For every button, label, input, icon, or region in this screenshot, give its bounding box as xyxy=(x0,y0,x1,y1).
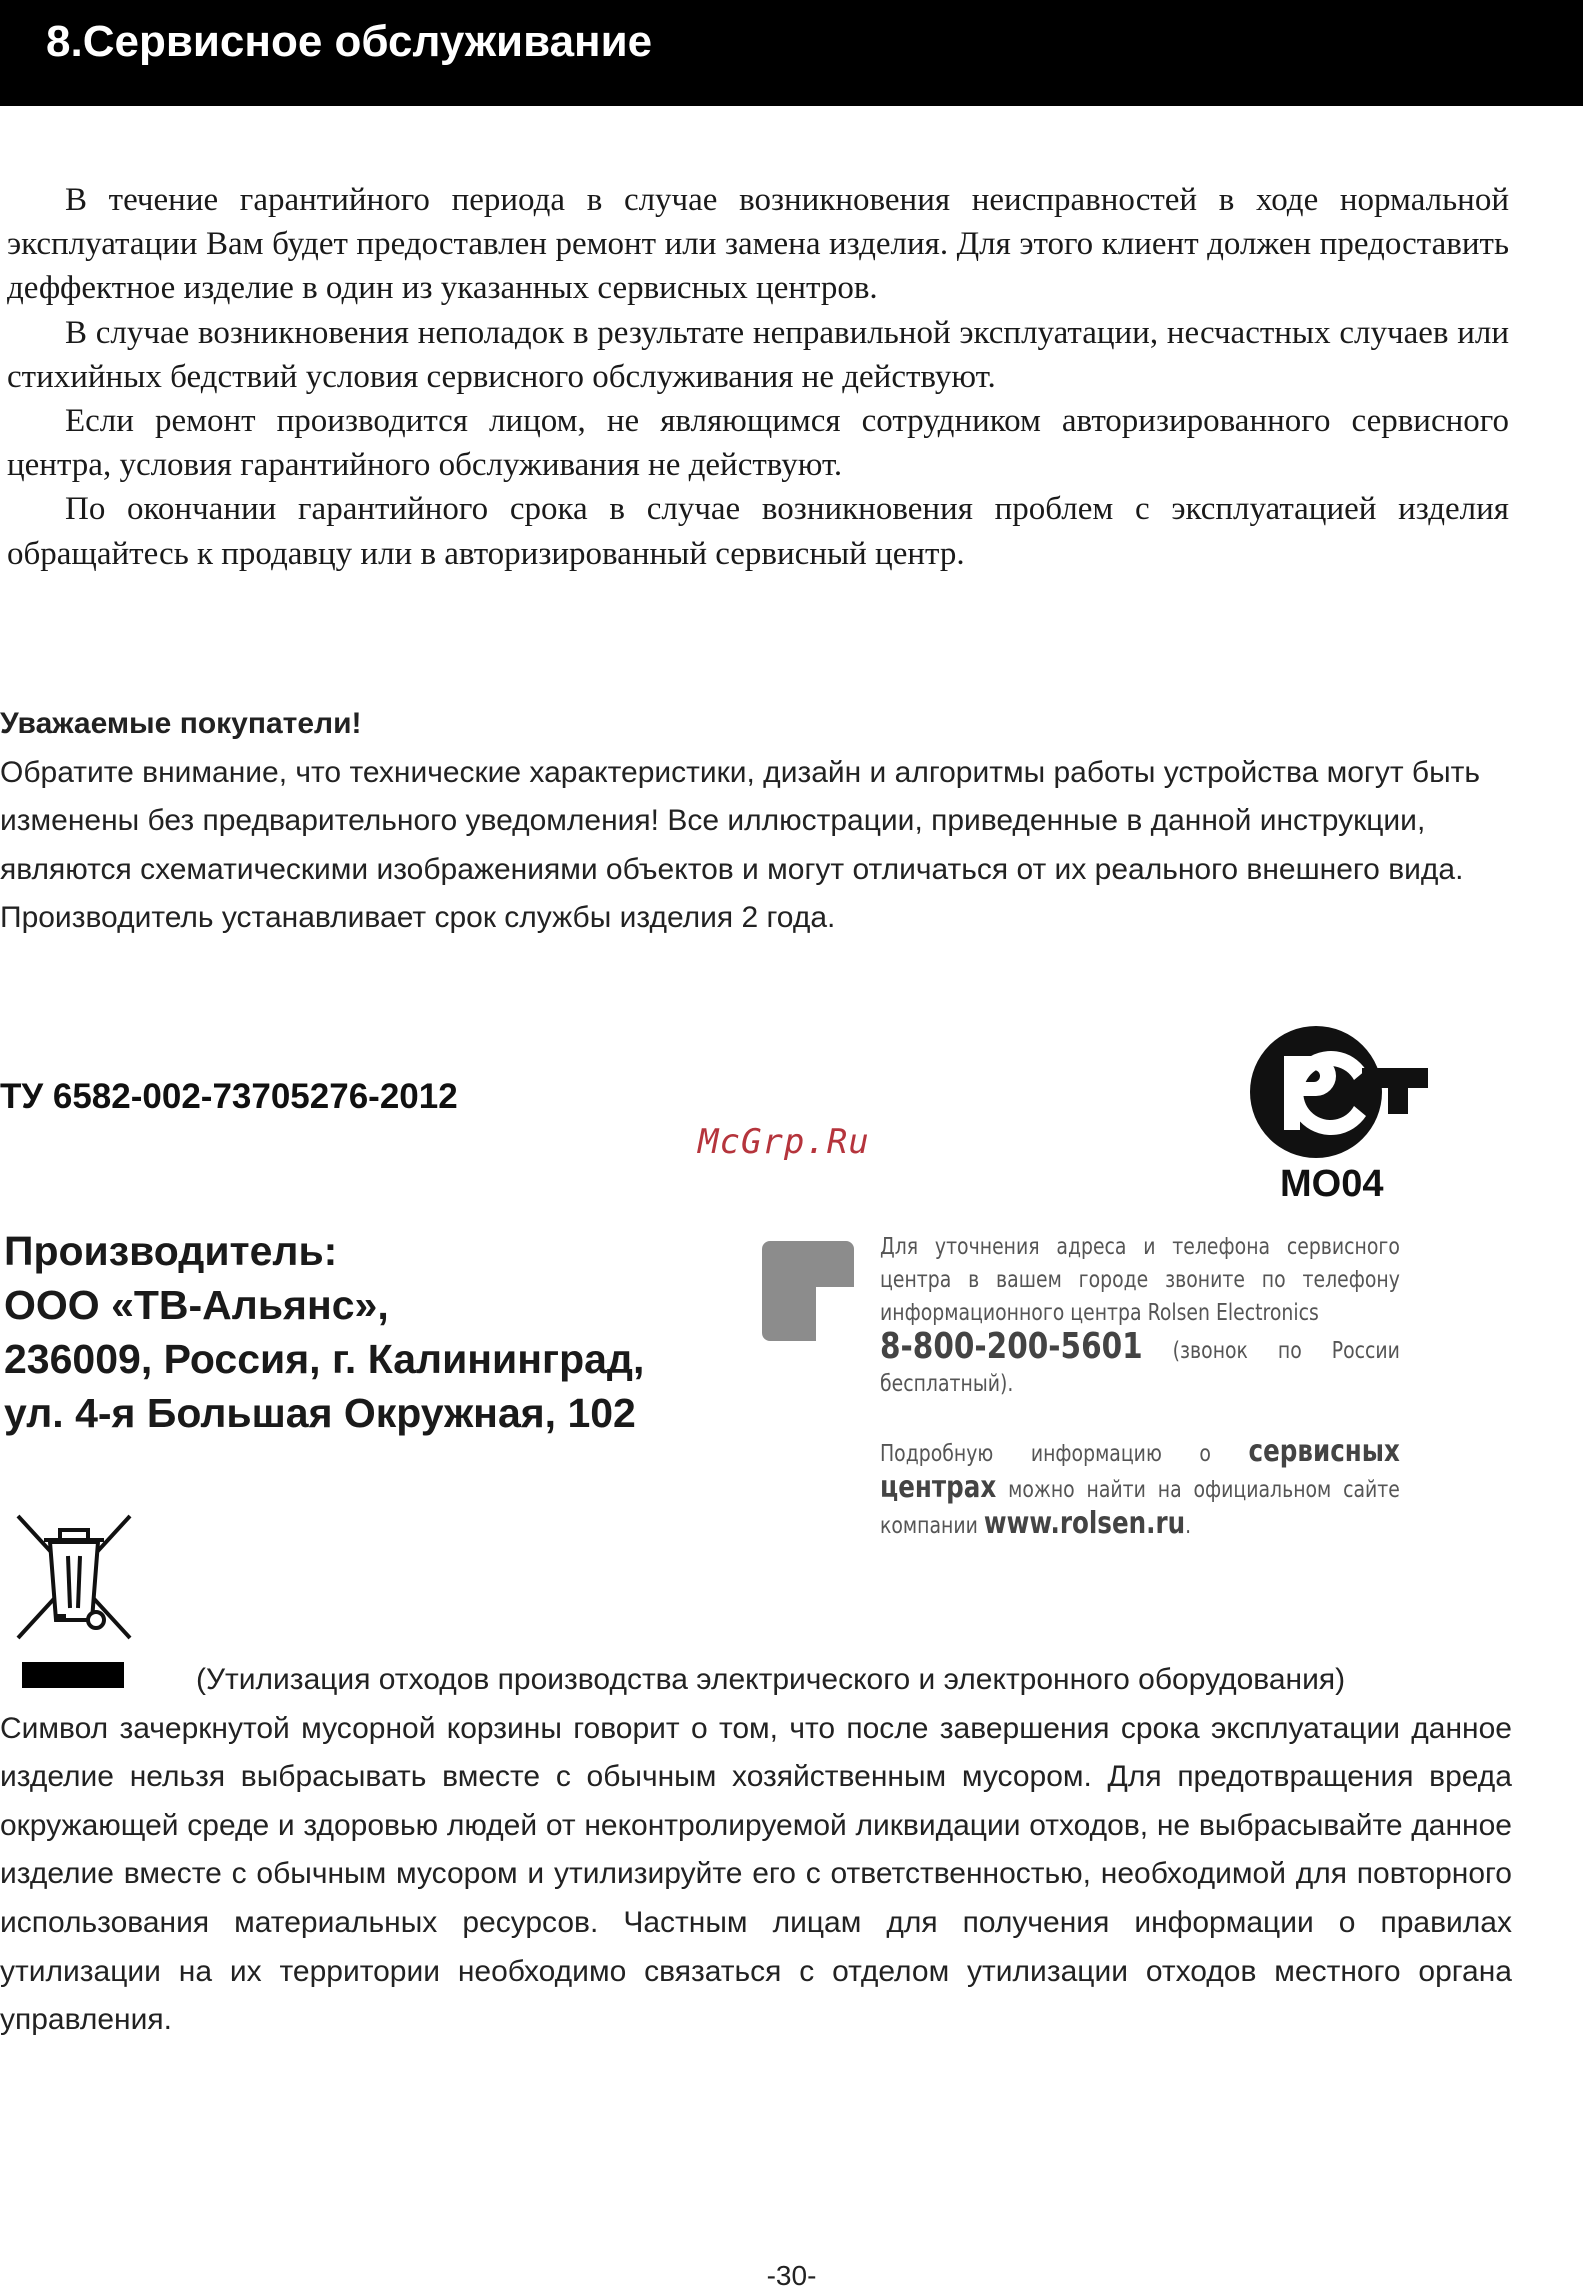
manufacturer-label: Производитель: xyxy=(4,1228,338,1274)
crossed-out-bin-icon xyxy=(12,1512,136,1642)
service-centers-link: сервисных центрах xyxy=(880,1434,1400,1505)
warranty-text xyxy=(7,178,1509,576)
manufacturer-block xyxy=(4,1224,644,1440)
rst-certification-icon xyxy=(1250,1022,1430,1162)
warranty-paragraph: В течение гарантийного периода в случае возникновения неисправностей в ходе нормальной эксплуатации Вам будет предоставлен ремонт или замена изделия. Для этого клиент должен предоставить деффектное изделие в один из указанных сервисных центров. xyxy=(7,182,1509,307)
website-link[interactable]: www.rolsen.ru xyxy=(983,1506,1186,1541)
manufacturer-street: ул. 4-я Большая Окружная, 102 xyxy=(4,1390,636,1436)
service-intro: Для уточнения адреса и телефона сервисного центра в вашем городе звоните по телефону информационного центра Rolsen Electronics xyxy=(880,1234,1400,1326)
warranty-paragraph: По окончании гарантийного срока в случае возникновения проблем с эксплуатацией изделия обращайтесь к продавцу или в авторизированный сервисный центр. xyxy=(7,491,1509,572)
utilization-body: Символ зачеркнутой мусорной корзины говорит о том, что после завершения срока эксплуатации данное изделие нельзя выбрасывать вместе с обычным хозяйственным мусором. Для предотвращения вреда окружающей среде и здоровью людей от неконтролируемой ликвидации отходов, не выбрасывайте данное изделие вместе с обычным мусором и утилизируйте его с ответственностью, необходимой для повторного использования материальных ресурсов. Частным лицам для получения информации о правилах утилизации на их территории необходимо связаться с отделом утилизации отходов местного органа управления. xyxy=(0,1711,1512,2037)
manufacturer-city: 236009, Россия, г. Калининград, xyxy=(4,1336,645,1382)
more-info-prefix: Подробную информацию о xyxy=(880,1441,1211,1467)
notice-text: Обратите внимание, что технические характеристики, дизайн и алгоритмы работы устройства могут быть изменены без предварительного уведомления! Все иллюстрации, приведенные в данной инструкции, являются схематическими изображениями объектов и могут отличаться от их реального внешнего вида. xyxy=(0,755,1481,886)
watermark: McGrp.Ru xyxy=(698,1122,870,1162)
lifetime-text: Производитель устанавливает срок службы изделия 2 года. xyxy=(0,901,836,935)
warranty-paragraph: В случае возникновения неполадок в результате неправильной эксплуатации, несчастных случаев или стихийных бедствий условия сервисного обслуживания не действуют. xyxy=(7,314,1509,395)
customer-notice xyxy=(0,700,1520,943)
service-info xyxy=(880,1231,1400,1543)
phone-note: (звонок по России бесплатный). xyxy=(880,1338,1400,1397)
section-header-bar xyxy=(0,0,1583,106)
page-number: -30- xyxy=(766,2260,817,2291)
utilization-title: (Утилизация отходов производства электрического и электронного оборудования) xyxy=(196,1663,1346,1696)
website-suffix: . xyxy=(1185,1513,1192,1539)
certification-code: МО04 xyxy=(1280,1163,1384,1205)
service-center-icon xyxy=(762,1241,854,1341)
utilization-text xyxy=(0,1656,1512,2045)
hotline-phone: 8-800-200-5601 xyxy=(880,1326,1143,1367)
more-info-middle: можно найти на официальном сайте компании xyxy=(880,1477,1400,1539)
manufacturer-company: ООО «ТВ-Альянс», xyxy=(4,1282,389,1328)
section-title: 8.Сервисное обслуживание xyxy=(46,17,653,66)
notice-heading: Уважаемые покупатели! xyxy=(0,707,362,740)
tu-number: ТУ 6582-002-73705276-2012 xyxy=(0,1077,458,1116)
warranty-paragraph: Если ремонт производится лицом, не являющимся сотрудником авторизированного сервисного центра, условия гарантийного обслуживания не действуют. xyxy=(7,403,1509,484)
